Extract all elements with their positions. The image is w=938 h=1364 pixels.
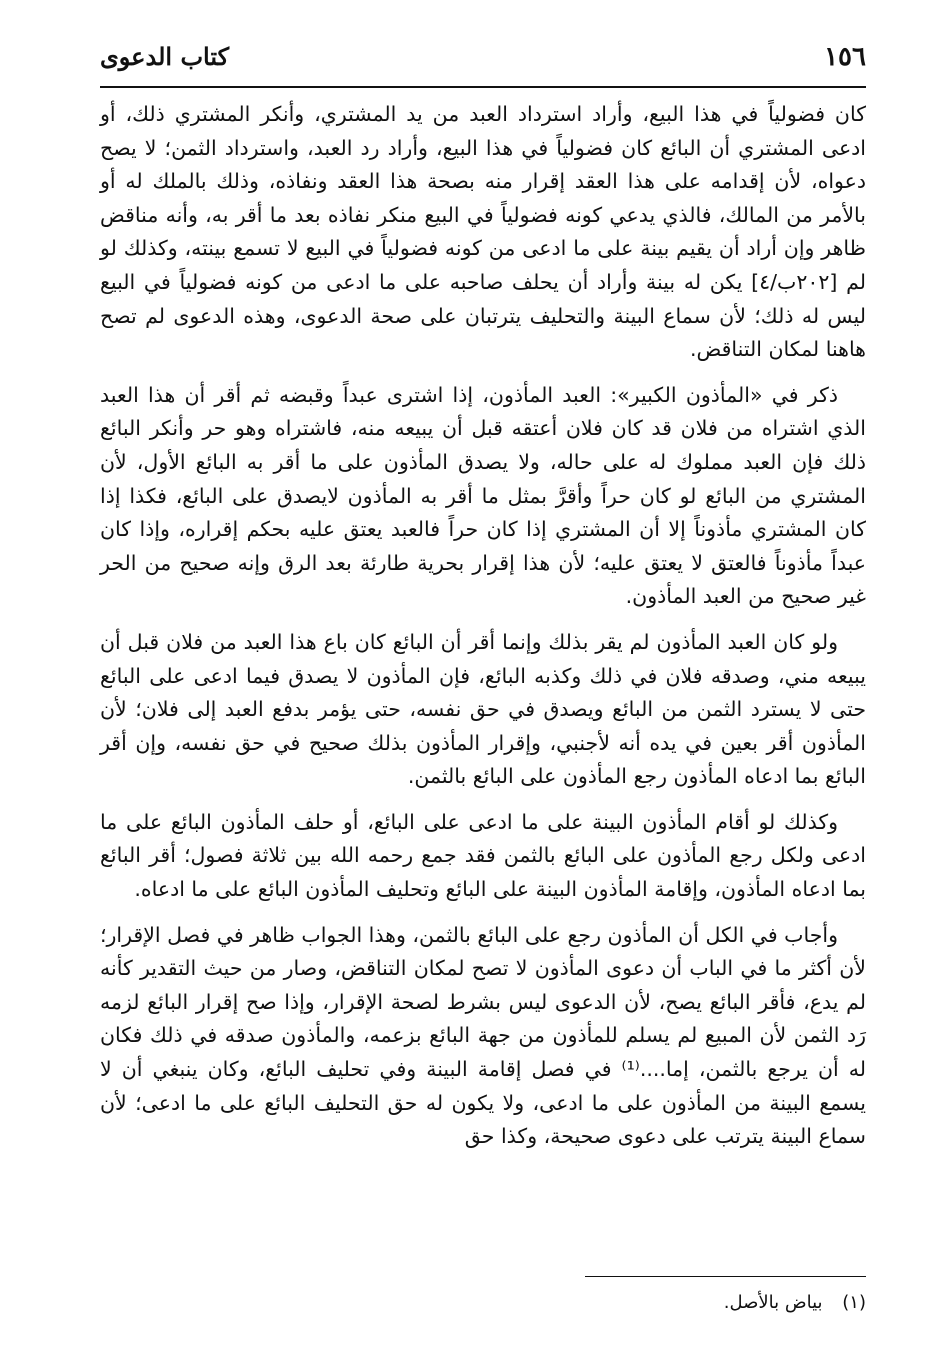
paragraph: وكذلك لو أقام المأذون البينة على ما ادعى على البائع، أو حلف المأذون البائع على ما ادعى ولكل رجع المأذون على البائع بالثمن فقد جمع رحمه الله بين ثلاثة فصول؛ أقر البائع بما ادعاه المأذون، وإقامة المأذون البينة على البائع وتحليف المأذون البائع على ما ادعاه.: [100, 809, 866, 902]
paragraph: وأجاب في الكل أن المأذون رجع على البائع بالثمن، وهذا الجواب ظاهر في فصل الإقرار؛ لأن أكثر ما في الباب أن دعوى المأذون لا تصح لمكان التناقض، وصار من حيث التقدير كأنه لم يدع، فأقر البائع يصح، لأن الدعوى ليس بشرط لصحة الإقرار، وإذا صح إقرار البائع لزمه رَد الثمن لأن المبيع لم يسلم للمأذون من جهة البائع بزعمه، والمأذون صدقه في ذلك فكان له أن يرجع بالثمن، إما....⁽¹⁾ في فصل إقامة البينة وفي تحليف البائع، وكان ينبغي أن لا يسمع البينة من المأذون على ما ادعى، ولا يكون له حق التحليف البائع على ما ادعى؛ لأن سماع البينة يترتب على دعوى صحيحة، وكذا حق: [100, 922, 866, 1149]
footnote: [724, 1292, 866, 1313]
paragraph: ذكر في «المأذون الكبير»: العبد المأذون، إذا اشترى عبداً وقبضه ثم أقر أن هذا العبد الذي اشتراه من فلان قد كان فلان أعتقه قبل أن يبيعه منه، فاشتراه وهو حر وأنكر البائع ذلك فإن العبد مملوك له على حاله، ولا يصدق المأذون على ما أقر به البائع الأول، لأن المشتري من البائع لو كان حراً وأقرَّ بمثل ما أقر به المأذون لايصدق على البائع، فكذا إذا كان المشتري مأذوناً إلا أن المشتري إذا كان حراً فالعبد يعتق عليه بحكم إقراره، وإذا كان عبداً مأذوناً فالعتق لا يعتق عليه؛ لأن هذا إقرار بحرية طارئة بعد الرق وإنه صحيح من الحر غير صحيح من العبد المأذون.: [100, 382, 866, 609]
footnote-marker: (١): [842, 1292, 866, 1313]
page-header: [100, 42, 866, 86]
footnote-divider: [585, 1276, 866, 1277]
main-text: [100, 98, 866, 1166]
footnote-text: بياض بالأصل.: [723, 1292, 823, 1313]
running-title: كتاب الدعوى: [100, 42, 230, 71]
header-divider: [100, 86, 866, 88]
paragraph: كان فضولياً في هذا البيع، وأراد استرداد العبد من يد المشتري، وأنكر المشتري ذلك، أو ادعى المشتري أن البائع كان فضولياً في هذا البيع، وأراد رد العبد، واسترداد الثمن؛ لا يصح دعواه، لأن إقدامه على هذا العقد إقرار منه بصحة هذا العقد ونفاذه، وذلك بالملك له أو بالأمر من المالك، فالذي يدعي كونه فضولياً في البيع منكر نفاذه بعد ما أقر به، وأنه مناقض ظاهر وإن أراد أن يقيم بينة على ما ادعى من كونه فضولياً في البيع لا تسمع بينته، وكذلك لو لم [٢٠٢ب/٤] يكن له بينة وأراد أن يحلف صاحبه على ما ادعى من كونه فضولياً في البيع ليس له ذلك؛ لأن سماع البينة والتحليف يترتبان على صحة الدعوى، وهذه الدعوى لم تصح هاهنا لمكان التناقض.: [100, 102, 867, 362]
page-number: ١٥٦: [824, 42, 866, 72]
paragraph: ولو كان العبد المأذون لم يقر بذلك وإنما أقر أن البائع كان باع هذا العبد من فلان قبل أن يبيعه مني، وصدقه فلان في ذلك وكذبه البائع، فإن المأذون لا يصدق فيما ادعى على البائع حتى لا يسترد الثمن من البائع ويصدق في حق نفسه، حتى يؤمر بدفع العبد إلى فلان؛ لأن المأذون أقر بعين في يده أنه لأجنبي، وإقرار المأذون بذلك صحيح في حق نفسه، وإن أقر البائع بما ادعاه المأذون رجع المأذون على البائع بالثمن.: [100, 629, 866, 789]
